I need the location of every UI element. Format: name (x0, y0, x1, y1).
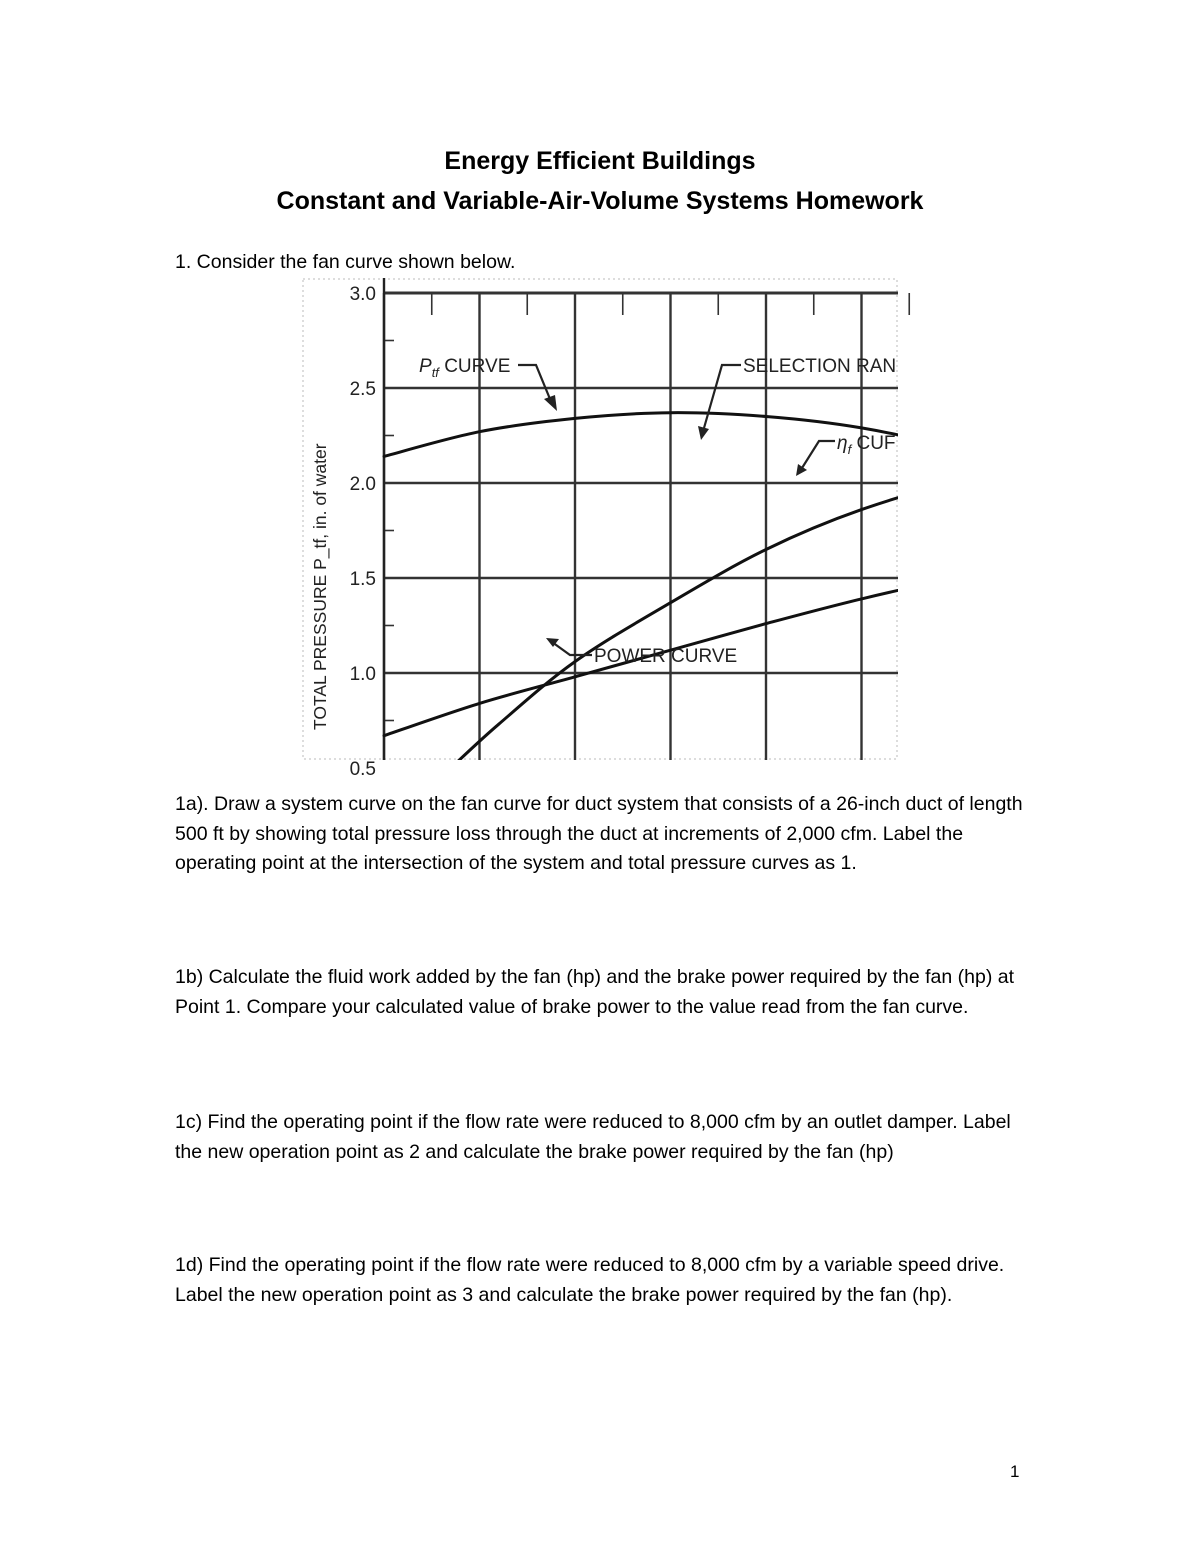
document-subtitle: Constant and Variable-Air-Volume Systems Homework (276, 187, 924, 215)
y-tick-label: 2.0 (349, 474, 376, 495)
question-1d: 1d) Find the operating point if the flow rate were reduced to 8,000 cfm by a variable speed drive. Label the new operation point as 3 and calculate the brake power required by the fan (hp). (175, 1254, 1005, 1306)
question-1c: 1c) Find the operating point if the flow rate were reduced to 8,000 cfm by an outlet damper. Label the new operation point as 2 and calculate the brake power required by the fan (hp) (175, 1111, 1011, 1163)
selection-leader-line (704, 365, 741, 428)
ptf-arrowhead (544, 395, 557, 411)
question-1b: 1b) Calculate the fluid work added by the fan (hp) and the brake power required by the fan (hp) at Point 1. Compare your calculated value of brake power to the value read from the fan curve. (175, 966, 1015, 1018)
fan-curve-chart (302, 278, 898, 780)
question-1: 1. Consider the fan curve shown below. (175, 251, 516, 273)
efficiency-curve (451, 474, 1200, 769)
y-tick-label: 1.0 (349, 664, 376, 685)
question-1a: 1a). Draw a system curve on the fan curve for duct system that consists of a 26-inch duct of length 500 ft by showing total pressure loss through the duct at increments of 2,000 cfm. Label the operating point at the intersection of the system and total pressure curves as 1. (175, 793, 1023, 874)
efficiency-curve-label: $\eta_f$ CUF (837, 433, 896, 457)
y-tick-label: 0.5 (349, 759, 376, 780)
ptf-curve-label: $P_{tf}$ CURVE (419, 356, 511, 380)
selection-range-label: SELECTION RAN (743, 356, 897, 377)
y-tick-label: 3.0 (349, 284, 376, 305)
page-number: 1 (1010, 1462, 1020, 1481)
selection-arrowhead (698, 426, 709, 440)
efficiency-arrowhead (796, 464, 807, 476)
document-title: Energy Efficient Buildings (444, 147, 756, 175)
chart-frame (303, 279, 897, 759)
ptf-leader-line (518, 365, 550, 399)
pressure-curve (384, 413, 1200, 622)
y-tick-label: 2.5 (349, 379, 376, 400)
power-curve-label: POWER CURVE (594, 646, 738, 667)
y-axis-label: TOTAL PRESSURE P_tf, in. of water (310, 443, 330, 730)
selection-range-band (957, 428, 1200, 569)
y-tick-label: 1.5 (349, 569, 376, 590)
efficiency-leader-line (802, 441, 835, 468)
